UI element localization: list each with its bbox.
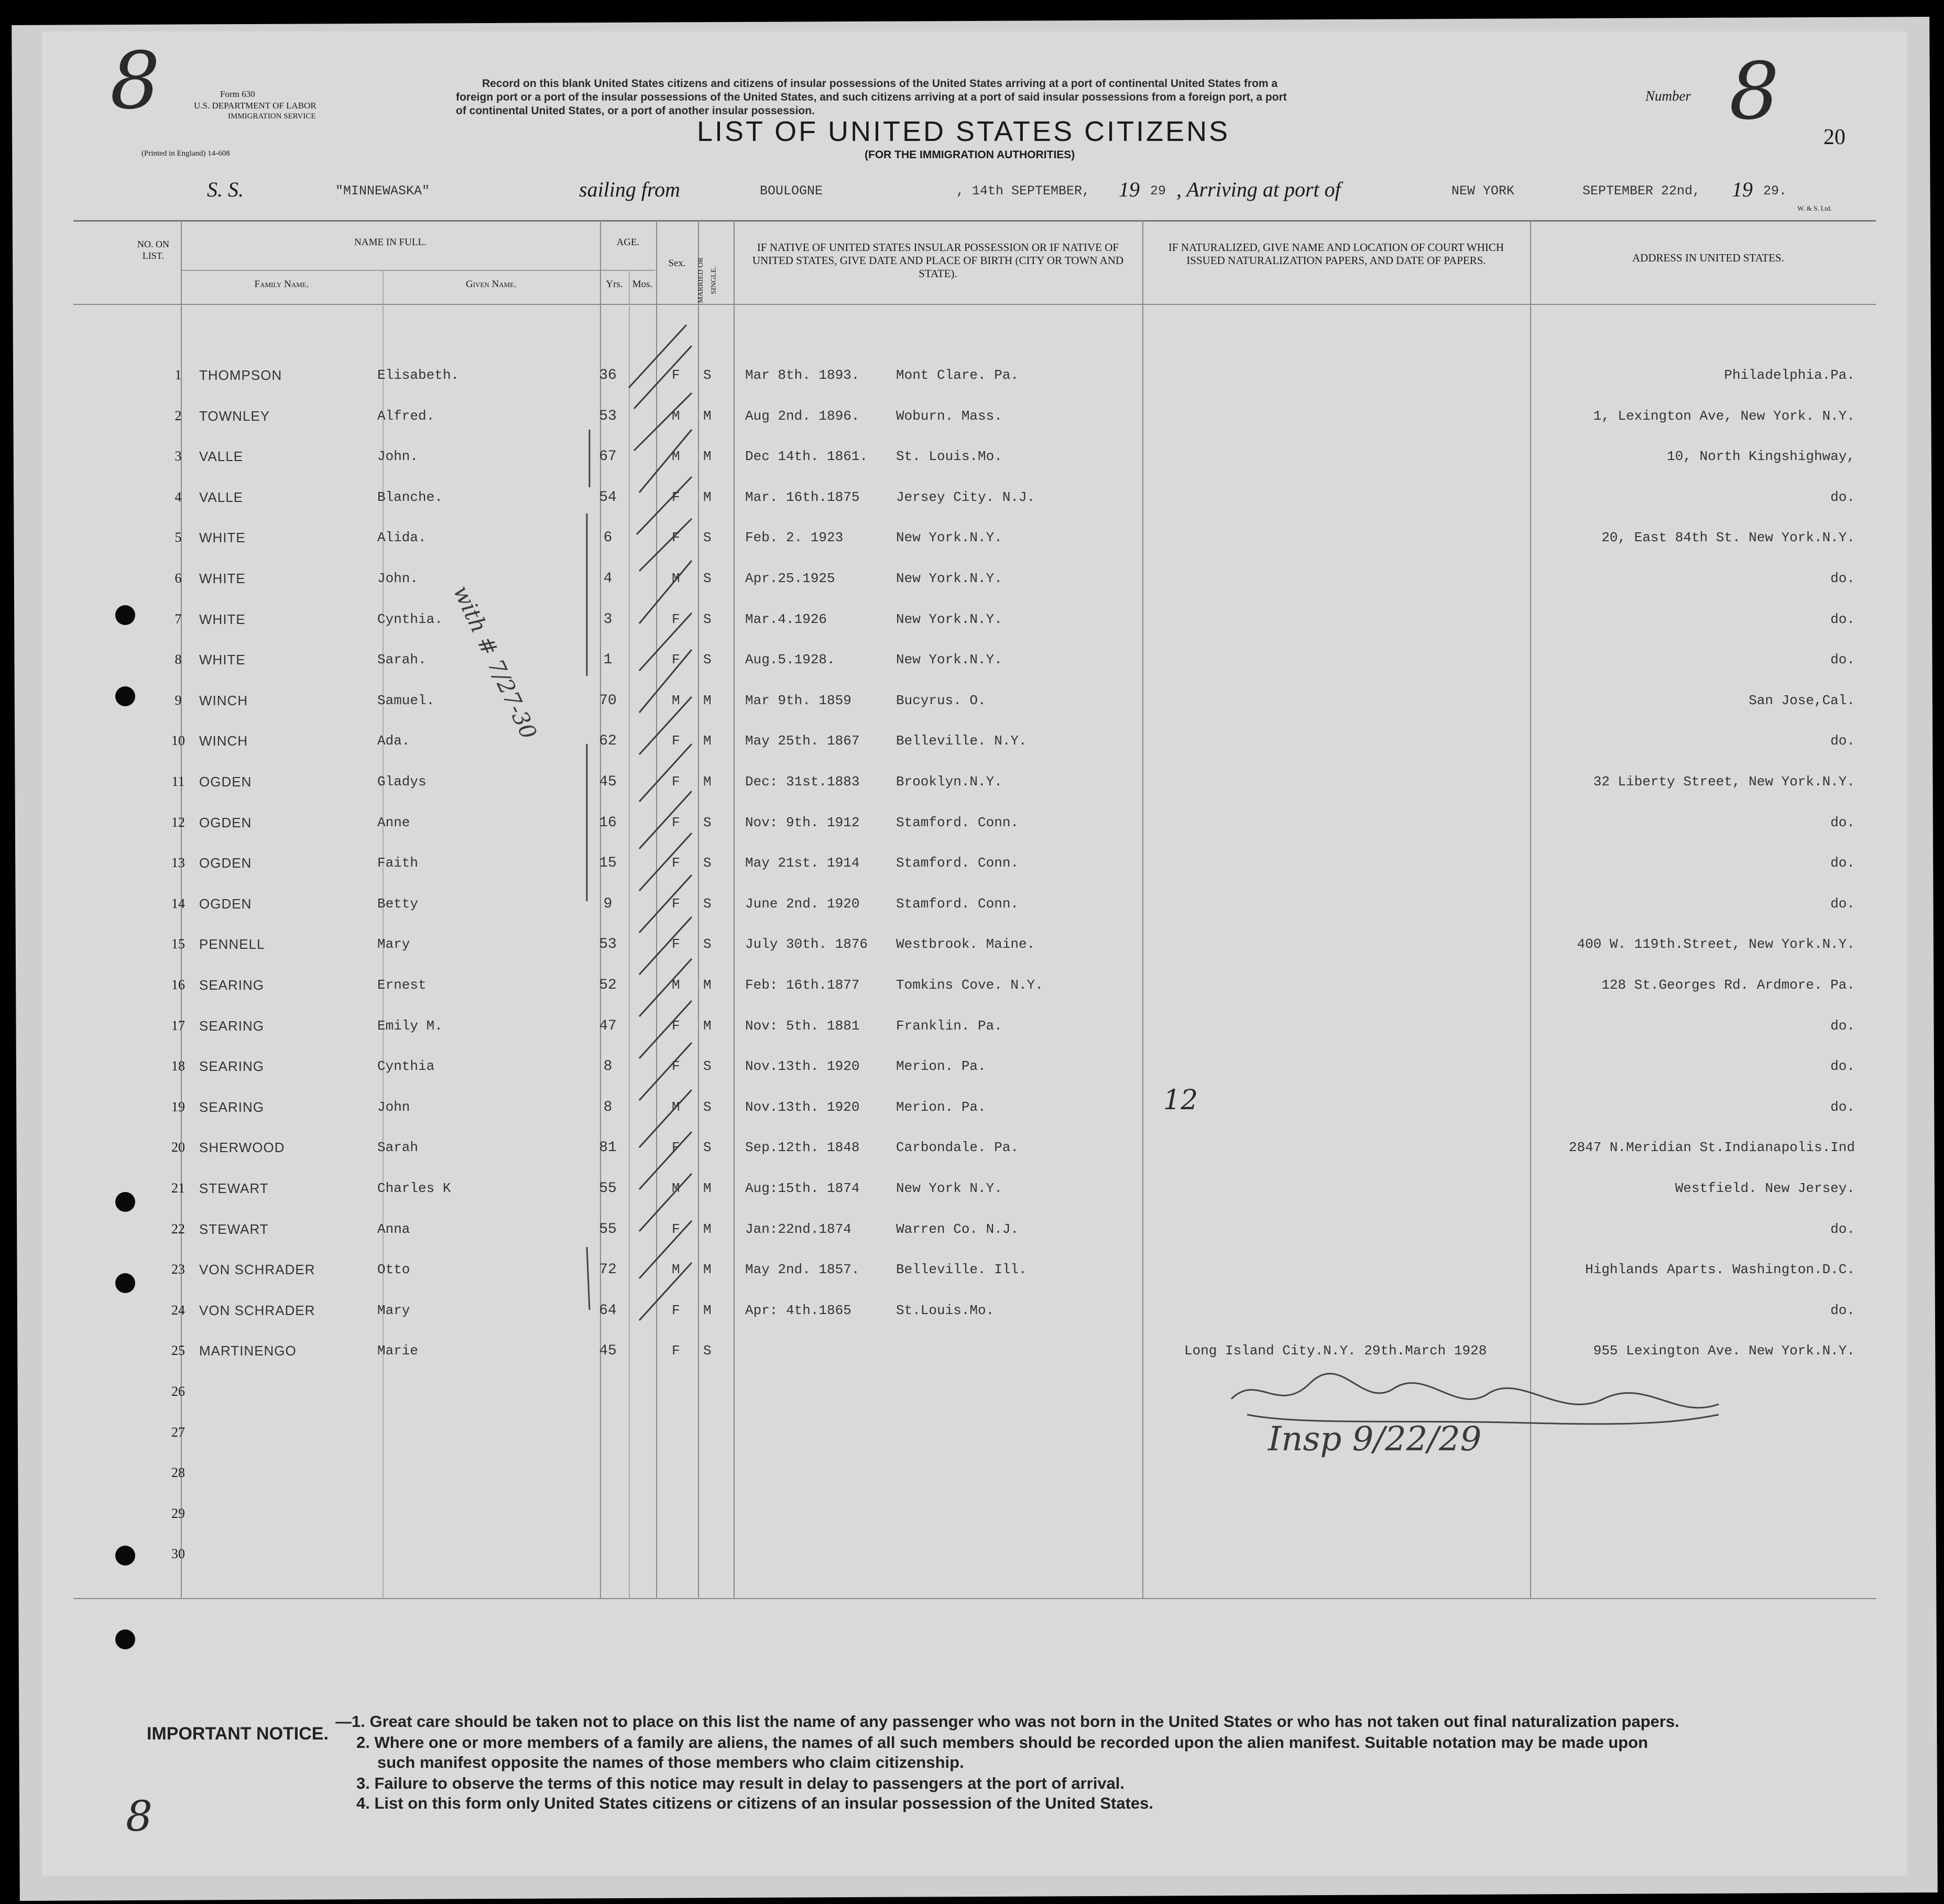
row-number: 30 xyxy=(171,1546,185,1562)
row-number: 10 xyxy=(171,733,185,749)
given-name-cell: Anna xyxy=(377,1221,410,1237)
age-years-cell: 8 xyxy=(603,1058,613,1075)
birth-date-cell: May 21st. 1914 xyxy=(745,855,860,871)
sex-cell: F xyxy=(672,1140,680,1156)
sex-cell: F xyxy=(672,652,680,668)
address-cell: do. xyxy=(1830,895,1855,912)
address-cell: do. xyxy=(1830,1017,1855,1034)
family-name-cell: TOWNLEY xyxy=(199,408,270,424)
row-number: 14 xyxy=(171,895,185,911)
age-years-cell: 3 xyxy=(603,611,613,628)
age-years-cell: 52 xyxy=(599,977,617,993)
number-value: 8 xyxy=(1729,46,1779,137)
birth-place-cell: New York.N.Y. xyxy=(896,611,1002,627)
age-years-cell: 1 xyxy=(603,652,613,669)
given-name-cell: John. xyxy=(377,571,419,586)
given-name-cell: Cynthia. xyxy=(377,611,443,627)
marital-status-cell: S xyxy=(703,1140,712,1156)
depart-date: , 14th SEPTEMBER, xyxy=(956,183,1090,199)
sailing-label: sailing from xyxy=(579,178,680,201)
family-name-cell: SHERWOOD xyxy=(199,1140,285,1156)
marital-status-cell: M xyxy=(703,733,712,749)
age-years-cell: 8 xyxy=(603,1099,613,1115)
given-name-cell: Anne xyxy=(377,814,410,830)
marital-status-cell: S xyxy=(703,1058,712,1075)
family-name-cell: WHITE xyxy=(199,652,246,668)
address-cell: 10, North Kingshighway, xyxy=(1667,448,1855,465)
sex-cell: F xyxy=(672,1058,680,1075)
binder-hole xyxy=(115,1192,135,1212)
birth-place-cell: Warren Co. N.J. xyxy=(896,1221,1019,1237)
birth-place-cell: New York N.Y. xyxy=(896,1180,1002,1196)
bracket-strokes xyxy=(587,430,589,1310)
given-name-cell: Alfred. xyxy=(377,408,435,424)
marital-status-cell: S xyxy=(703,611,712,627)
birth-place-cell: New York.N.Y. xyxy=(896,652,1002,668)
form-number: Form 630 xyxy=(220,89,255,99)
marital-status-cell: S xyxy=(703,530,712,546)
age-years-cell: 47 xyxy=(599,1017,617,1034)
form-service: IMMIGRATION SERVICE xyxy=(228,112,316,121)
birth-place-cell: New York.N.Y. xyxy=(896,571,1002,586)
family-name-cell: OGDEN xyxy=(199,774,252,790)
family-name-cell: WHITE xyxy=(199,530,246,546)
notice-heading: IMPORTANT NOTICE. xyxy=(147,1724,329,1744)
notice-item-3: 3. Failure to observe the terms of this notice may result in delay to passengers at the port of arrival. xyxy=(356,1774,1125,1792)
page-title: LIST OF UNITED STATES CITIZENS xyxy=(697,116,1230,147)
birth-date-cell: Aug:15th. 1874 xyxy=(745,1180,860,1196)
row-number: 3 xyxy=(174,448,182,464)
marital-status-cell: S xyxy=(703,895,712,912)
birth-date-cell: Nov.13th. 1920 xyxy=(745,1058,860,1075)
family-name-cell: VON SCHRADER xyxy=(199,1302,315,1318)
age-years-cell: 67 xyxy=(599,448,617,465)
arrive-year-suffix: 29. xyxy=(1763,183,1787,199)
marital-status-cell: S xyxy=(703,1099,712,1115)
given-name-cell: Emily M. xyxy=(377,1017,443,1034)
arrive-year-prefix: 19 xyxy=(1732,178,1753,201)
age-years-cell: 70 xyxy=(599,692,617,709)
binder-hole xyxy=(115,686,135,706)
birth-place-cell: St.Louis.Mo. xyxy=(896,1302,995,1318)
form-printed: (Printed in England) 14-608 xyxy=(141,149,230,158)
birth-place-cell: New York.N.Y. xyxy=(896,530,1002,546)
address-cell: Highlands Aparts. Washington.D.C. xyxy=(1585,1262,1855,1278)
address-cell: do. xyxy=(1830,855,1855,871)
row-number: 24 xyxy=(171,1302,185,1318)
birth-date-cell: May 25th. 1867 xyxy=(745,733,860,749)
marital-status-cell: M xyxy=(703,1017,712,1034)
arriving-label: , Arriving at port of xyxy=(1176,178,1341,201)
from-port: BOULOGNE xyxy=(760,183,823,199)
given-name-cell: Faith xyxy=(377,855,419,871)
birth-place-cell: Franklin. Pa. xyxy=(896,1017,1002,1034)
row-number: 23 xyxy=(171,1262,185,1277)
notice-item-2: 2. Where one or more members of a family are aliens, the names of all such members should be recorded upon the alien manifest. Suitable notation may be made upon xyxy=(356,1733,1648,1752)
family-name-cell: MARTINENGO xyxy=(199,1343,297,1359)
page-subtitle: (FOR THE IMMIGRATION AUTHORITIES) xyxy=(865,149,1075,161)
given-name-cell: Gladys xyxy=(377,774,427,790)
age-years-cell: 4 xyxy=(603,571,613,587)
age-years-cell: 16 xyxy=(599,814,617,831)
address-cell: do. xyxy=(1830,814,1855,830)
address-cell: 20, East 84th St. New York.N.Y. xyxy=(1601,530,1855,546)
marital-status-cell: M xyxy=(703,1180,712,1196)
marital-status-cell: M xyxy=(703,448,712,465)
row-number: 22 xyxy=(171,1221,185,1236)
address-cell: do. xyxy=(1830,1302,1855,1318)
birth-date-cell: Nov: 5th. 1881 xyxy=(745,1017,860,1034)
col-header-sex: Sex. xyxy=(668,258,686,269)
row-number: 19 xyxy=(171,1099,185,1114)
birth-date-cell: June 2nd. 1920 xyxy=(745,895,860,912)
inspector-signoff: Insp 9/22/29 xyxy=(1268,1420,1482,1459)
sex-cell: F xyxy=(672,895,680,912)
age-years-cell: 55 xyxy=(599,1180,617,1197)
birth-date-cell: Apr: 4th.1865 xyxy=(745,1302,851,1318)
given-name-cell: John xyxy=(377,1099,410,1115)
page-number: 20 xyxy=(1823,125,1845,149)
family-name-cell: VON SCHRADER xyxy=(199,1262,315,1278)
row-number: 4 xyxy=(174,489,182,505)
birth-date-cell: Aug.5.1928. xyxy=(745,652,835,668)
ss-label: S. S. xyxy=(207,178,244,201)
family-name-cell: WHITE xyxy=(199,611,246,627)
year-suffix: 29 xyxy=(1150,183,1166,199)
given-name-cell: Mary xyxy=(377,1302,410,1318)
sex-cell: M xyxy=(672,1180,680,1196)
sex-cell: M xyxy=(672,571,680,586)
address-cell: do. xyxy=(1830,1221,1855,1237)
given-name-cell: Mary xyxy=(377,936,410,953)
given-name-cell: Marie xyxy=(377,1343,419,1359)
birth-place-cell: Merion. Pa. xyxy=(896,1099,986,1115)
family-name-cell: SEARING xyxy=(199,1058,265,1075)
address-cell: 1, Lexington Ave, New York. N.Y. xyxy=(1593,408,1855,424)
sex-cell: F xyxy=(672,1221,680,1237)
sex-cell: F xyxy=(672,489,680,505)
row-number: 7 xyxy=(174,611,182,627)
age-years-cell: 45 xyxy=(599,1343,617,1360)
birth-place-cell: Brooklyn.N.Y. xyxy=(896,774,1002,790)
sex-cell: F xyxy=(672,611,680,627)
marital-status-cell: M xyxy=(703,489,712,505)
address-cell: 128 St.Georges Rd. Ardmore. Pa. xyxy=(1601,977,1855,993)
family-name-cell: WINCH xyxy=(199,733,248,749)
row-number: 17 xyxy=(171,1017,185,1033)
birth-date-cell: Mar 8th. 1893. xyxy=(745,367,860,383)
family-name-cell: STEWART xyxy=(199,1221,269,1237)
sex-cell: M xyxy=(672,1262,680,1278)
manifest-page xyxy=(42,31,1907,1876)
age-years-cell: 55 xyxy=(599,1221,617,1238)
row-number: 21 xyxy=(171,1180,185,1196)
row-number: 12 xyxy=(171,814,185,830)
row-number: 1 xyxy=(174,367,182,382)
address-cell: do. xyxy=(1830,571,1855,586)
col-header-yrs: Yrs. xyxy=(606,279,623,290)
family-name-cell: SEARING xyxy=(199,977,265,993)
birth-place-cell: St. Louis.Mo. xyxy=(896,448,1002,465)
address-cell: do. xyxy=(1830,733,1855,749)
age-years-cell: 53 xyxy=(599,936,617,953)
birth-date-cell: Feb. 2. 1923 xyxy=(745,530,844,546)
sex-cell: M xyxy=(672,977,680,993)
bottom-margin-mark: 8 xyxy=(126,1792,152,1841)
birth-date-cell: Nov.13th. 1920 xyxy=(745,1099,860,1115)
sex-cell: F xyxy=(672,855,680,871)
col-header-name: NAME IN FULL. xyxy=(354,237,427,248)
row-number: 29 xyxy=(171,1505,185,1521)
birth-place-cell: Stamford. Conn. xyxy=(896,855,1019,871)
form-dept: U.S. DEPARTMENT OF LABOR xyxy=(194,101,316,111)
family-name-cell: SEARING xyxy=(199,1099,265,1115)
sex-cell: M xyxy=(672,1099,680,1115)
address-cell: San Jose,Cal. xyxy=(1749,692,1855,708)
printer-mark: W. & S. Ltd. xyxy=(1797,204,1832,212)
col-header-no: NO. ON LIST. xyxy=(137,239,169,261)
given-name-cell: Blanche. xyxy=(377,489,443,505)
given-name-cell: Sarah xyxy=(377,1140,419,1156)
marital-status-cell: S xyxy=(703,367,712,383)
family-name-cell: OGDEN xyxy=(199,814,252,830)
row-number: 6 xyxy=(174,571,182,586)
left-hand-number: 8 xyxy=(110,36,160,127)
sex-cell: F xyxy=(672,367,680,383)
row-number: 5 xyxy=(174,530,182,545)
family-name-cell: WINCH xyxy=(199,692,248,708)
address-cell: do. xyxy=(1830,489,1855,505)
to-port: NEW YORK xyxy=(1451,183,1515,199)
address-cell: do. xyxy=(1830,652,1855,668)
birth-place-cell: Stamford. Conn. xyxy=(896,814,1019,830)
given-name-cell: Sarah. xyxy=(377,652,427,668)
row-number: 15 xyxy=(171,936,185,952)
col-header-age: AGE. xyxy=(616,237,640,248)
given-name-cell: Betty xyxy=(377,895,419,912)
birth-date-cell: Mar. 16th.1875 xyxy=(745,489,860,505)
marital-status-cell: M xyxy=(703,977,712,993)
given-name-cell: Cynthia xyxy=(377,1058,435,1075)
birth-date-cell: Dec: 31st.1883 xyxy=(745,774,860,790)
address-cell: do. xyxy=(1830,1058,1855,1075)
marital-status-cell: S xyxy=(703,814,712,830)
instructions-line-3: of continental United States, or a port of another insular possession. xyxy=(456,105,815,117)
sex-cell: F xyxy=(672,1302,680,1318)
age-years-cell: 9 xyxy=(603,895,613,912)
birth-date-cell: Apr.25.1925 xyxy=(745,571,835,586)
family-name-cell: STEWART xyxy=(199,1180,269,1196)
sex-cell: F xyxy=(672,733,680,749)
row-number: 18 xyxy=(171,1058,185,1074)
birth-place-cell: Merion. Pa. xyxy=(896,1058,986,1075)
signature-scrawl xyxy=(1231,1374,1719,1424)
row-number: 9 xyxy=(174,692,182,708)
check-strokes xyxy=(629,325,692,1320)
row-number: 20 xyxy=(171,1140,185,1155)
birth-place-cell: Stamford. Conn. xyxy=(896,895,1019,912)
margin-note: with # 7/27-30 xyxy=(448,582,542,743)
family-name-cell: PENNELL xyxy=(199,936,265,953)
col-header-naturalized: IF NATURALIZED, GIVE NAME AND LOCATION OF COURT WHICH ISSUED NATURALIZATION PAPERS, AND DATE OF PAPERS. xyxy=(1168,241,1504,267)
age-years-cell: 53 xyxy=(599,408,617,424)
marital-status-cell: M xyxy=(703,1221,712,1237)
birth-place-cell: Carbondale. Pa. xyxy=(896,1140,1019,1156)
age-years-cell: 64 xyxy=(599,1302,617,1319)
family-name-cell: OGDEN xyxy=(199,855,252,871)
row-number: 8 xyxy=(174,652,182,668)
row-number: 2 xyxy=(174,408,182,423)
sex-cell: M xyxy=(672,448,680,465)
birth-date-cell: Mar 9th. 1859 xyxy=(745,692,851,708)
binder-hole xyxy=(115,605,135,625)
birth-place-cell: Mont Clare. Pa. xyxy=(896,367,1019,383)
row-number: 11 xyxy=(171,774,185,789)
birth-date-cell: Sep.12th. 1848 xyxy=(745,1140,860,1156)
sex-cell: F xyxy=(672,936,680,953)
family-name-cell: THOMPSON xyxy=(199,367,282,383)
binder-hole xyxy=(115,1629,135,1649)
birth-place-cell: Westbrook. Maine. xyxy=(896,936,1035,953)
instructions-line-1: Record on this blank United States citizens and citizens of insular possessions of the United States arriving at a port of continental United States from a xyxy=(482,78,1278,90)
birth-place-cell: Belleville. Ill. xyxy=(896,1262,1027,1278)
birth-date-cell: Nov: 9th. 1912 xyxy=(745,814,860,830)
birth-date-cell: Jan:22nd.1874 xyxy=(745,1221,851,1237)
notice-item-2b: such manifest opposite the names of those members who claim citizenship. xyxy=(377,1753,964,1771)
row-number: 25 xyxy=(171,1343,185,1359)
arrive-date: SEPTEMBER 22nd, xyxy=(1582,183,1701,199)
age-years-cell: 62 xyxy=(599,733,617,750)
given-name-cell: Alida. xyxy=(377,530,427,546)
handwritten-marks xyxy=(42,31,1907,1876)
notice-item-1: —1. Great care should be taken not to place on this list the name of any passenger who was not born in the United States or who has not taken out final naturalization papers. xyxy=(335,1712,1679,1731)
age-years-cell: 54 xyxy=(599,489,617,506)
address-cell: Westfield. New Jersey. xyxy=(1675,1180,1855,1196)
marital-status-cell: S xyxy=(703,1343,712,1359)
address-cell: 400 W. 119th.Street, New York.N.Y. xyxy=(1577,936,1855,953)
birth-place-cell: Jersey City. N.J. xyxy=(896,489,1035,505)
birth-date-cell: July 30th. 1876 xyxy=(745,936,868,953)
age-years-cell: 36 xyxy=(599,367,617,384)
address-cell: 32 Liberty Street, New York.N.Y. xyxy=(1593,774,1855,790)
given-name-cell: Charles K xyxy=(377,1180,451,1196)
row-number: 27 xyxy=(171,1424,185,1440)
marital-status-cell: S xyxy=(703,936,712,953)
sex-cell: F xyxy=(672,530,680,546)
given-name-cell: Elisabeth. xyxy=(377,367,460,383)
address-cell: 955 Lexington Ave. New York.N.Y. xyxy=(1593,1343,1855,1359)
marital-status-cell: M xyxy=(703,774,712,790)
birth-date-cell: Mar.4.1926 xyxy=(745,611,827,627)
ship-name: "MINNEWASKA" xyxy=(335,183,430,199)
marital-status-cell: S xyxy=(703,855,712,871)
birth-date-cell: Dec 14th. 1861. xyxy=(745,448,868,465)
age-years-cell: 6 xyxy=(603,530,613,546)
col-header-married: MARRIED OR SINGLE. xyxy=(697,257,718,303)
age-years-cell: 45 xyxy=(599,774,617,790)
marital-status-cell: S xyxy=(703,571,712,586)
given-name-cell: Ernest xyxy=(377,977,427,993)
col-header-mos: Mos. xyxy=(632,279,653,290)
col-header-family: Family Name. xyxy=(254,279,309,290)
address-cell: Philadelphia.Pa. xyxy=(1724,367,1855,383)
birth-place-cell: Woburn. Mass. xyxy=(896,408,1002,424)
family-name-cell: OGDEN xyxy=(199,895,252,912)
family-name-cell: WHITE xyxy=(199,571,246,586)
age-years-cell: 81 xyxy=(599,1140,617,1156)
row-number: 28 xyxy=(171,1465,185,1481)
row-number: 26 xyxy=(171,1384,185,1399)
marital-status-cell: M xyxy=(703,1262,712,1278)
count-mark: 12 xyxy=(1163,1085,1198,1116)
number-label: Number xyxy=(1645,88,1691,104)
birth-date-cell: May 2nd. 1857. xyxy=(745,1262,860,1278)
sex-cell: F xyxy=(672,1343,680,1359)
col-header-address: ADDRESS IN UNITED STATES. xyxy=(1632,251,1784,264)
given-name-cell: Otto xyxy=(377,1262,410,1278)
sex-cell: F xyxy=(672,814,680,830)
age-years-cell: 72 xyxy=(599,1262,617,1278)
marital-status-cell: S xyxy=(703,652,712,668)
notice-item-4: 4. List on this form only United States citizens or citizens of an insular possession of the United States. xyxy=(356,1794,1153,1812)
birth-place-cell: Bucyrus. O. xyxy=(896,692,986,708)
given-name-cell: John. xyxy=(377,448,419,465)
family-name-cell: VALLE xyxy=(199,448,244,465)
col-header-given: Given Name. xyxy=(466,279,517,290)
instructions-line-2: foreign port or a port of the insular possessions of the United States, and such citizens arriving at a port of said insular possessions from a foreign port, a port xyxy=(456,91,1287,103)
address-cell: do. xyxy=(1830,611,1855,627)
sex-cell: F xyxy=(672,1017,680,1034)
marital-status-cell: M xyxy=(703,1302,712,1318)
marital-status-cell: M xyxy=(703,408,712,424)
given-name-cell: Ada. xyxy=(377,733,410,749)
row-number: 13 xyxy=(171,855,185,871)
birth-date-cell: Feb: 16th.1877 xyxy=(745,977,860,993)
address-cell: 2847 N.Meridian St.Indianapolis.Ind xyxy=(1568,1140,1855,1156)
age-years-cell: 15 xyxy=(599,855,617,872)
birth-date-cell: Aug 2nd. 1896. xyxy=(745,408,860,424)
col-header-birth: IF NATIVE OF UNITED STATES INSULAR POSSESSION OR IF NATIVE OF UNITED STATES, GIVE DATE AND PLACE OF BIRTH (CITY OR TOWN AND STATE). xyxy=(752,241,1124,280)
family-name-cell: SEARING xyxy=(199,1017,265,1034)
sex-cell: M xyxy=(672,408,680,424)
year-prefix: 19 xyxy=(1119,178,1140,201)
marital-status-cell: M xyxy=(703,692,712,708)
binder-hole xyxy=(115,1546,135,1566)
naturalization-cell: Long Island City.N.Y. 29th.March 1928 xyxy=(1184,1343,1487,1359)
row-number: 16 xyxy=(171,977,185,992)
given-name-cell: Samuel. xyxy=(377,692,435,708)
family-name-cell: VALLE xyxy=(199,489,244,505)
sex-cell: M xyxy=(672,692,680,708)
birth-place-cell: Belleville. N.Y. xyxy=(896,733,1027,749)
binder-hole xyxy=(115,1273,135,1293)
address-cell: do. xyxy=(1830,1099,1855,1115)
birth-place-cell: Tomkins Cove. N.Y. xyxy=(896,977,1043,993)
sex-cell: F xyxy=(672,774,680,790)
